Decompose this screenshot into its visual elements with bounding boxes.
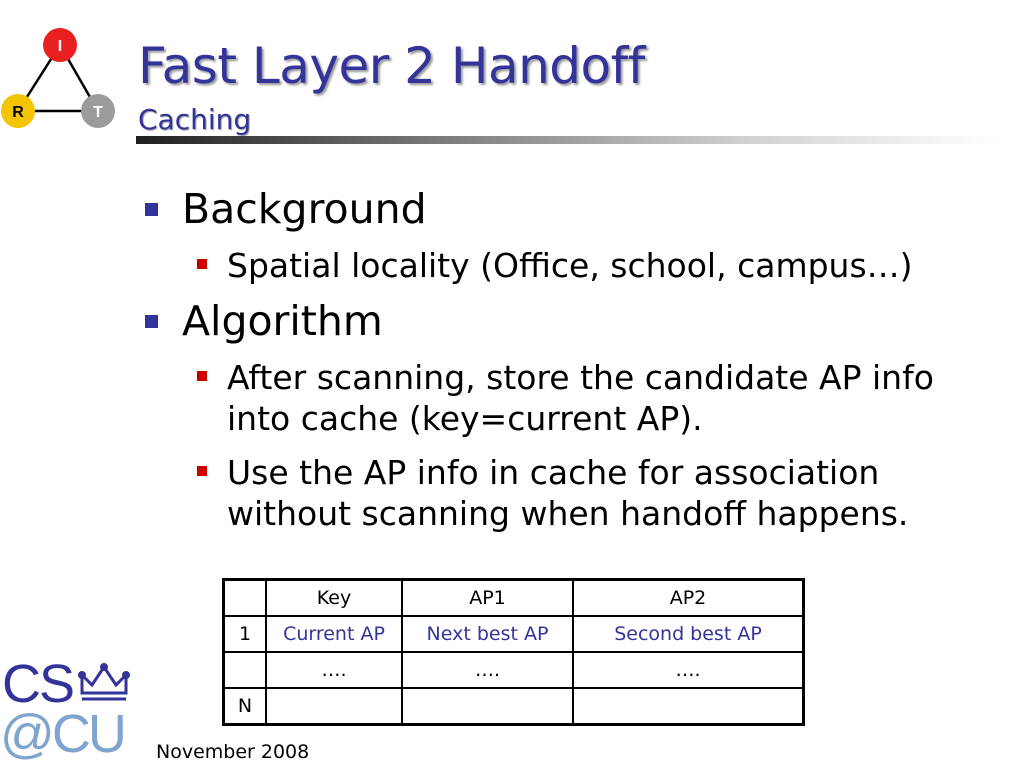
logo-node-t: T [93,104,103,121]
row-index-cell [224,652,267,688]
sub-bullet-square-icon [197,371,207,381]
table-cell: …. [573,652,804,688]
header-cell: Key [266,580,402,617]
sub-bullet-text: After scanning, store the candidate AP info into cache (key=current AP). [227,358,934,438]
irt-triangle-logo [0,25,125,135]
cache-table [222,578,805,726]
table-cell [573,688,804,725]
logo-node-i: I [57,38,63,55]
bullet-text: Background [182,185,427,233]
cs-logo-text: CS [2,654,74,714]
slide-subtitle: Caching [138,103,252,136]
bullet-background [182,186,427,232]
table-cell: Second best AP [573,616,804,652]
header-cell: AP2 [573,580,804,617]
table-cell: …. [266,652,402,688]
bullet-square-icon [145,315,158,328]
table-row [224,652,804,688]
header-cell: AP1 [402,580,573,617]
title-underline [136,136,996,144]
table-cell [402,688,573,725]
row-index-cell: N [224,688,267,725]
crown-icon [78,663,130,703]
sub-bullet-square-icon [197,259,207,269]
table-cell: Current AP [266,616,402,652]
sub-bullet-use-cache [227,452,997,534]
table-cell: …. [402,652,573,688]
row-index-cell: 1 [224,616,267,652]
header-cell [224,580,267,617]
sub-bullet-square-icon [197,466,207,476]
sub-bullet-text: Use the AP info in cache for association without scanning when handoff happens. [227,453,909,533]
sub-bullet-store-cache [227,357,997,439]
table-cell: Next best AP [402,616,573,652]
footer-date: November 2008 [156,741,310,763]
table-row [224,688,804,725]
sub-bullet-text: Spatial locality (Office, school, campus…) [227,246,913,285]
logo-node-r: R [12,104,24,121]
slide-title: Fast Layer 2 Handoff [138,37,645,95]
table-row [224,616,804,652]
table-cell [266,688,402,725]
table-header-row [224,580,804,617]
bullet-algorithm [182,298,383,344]
bullet-text: Algorithm [182,297,383,345]
bullet-square-icon [145,203,158,216]
sub-bullet-spatial-locality [227,245,1007,286]
at-cu-logo-text: @CU [0,704,124,764]
